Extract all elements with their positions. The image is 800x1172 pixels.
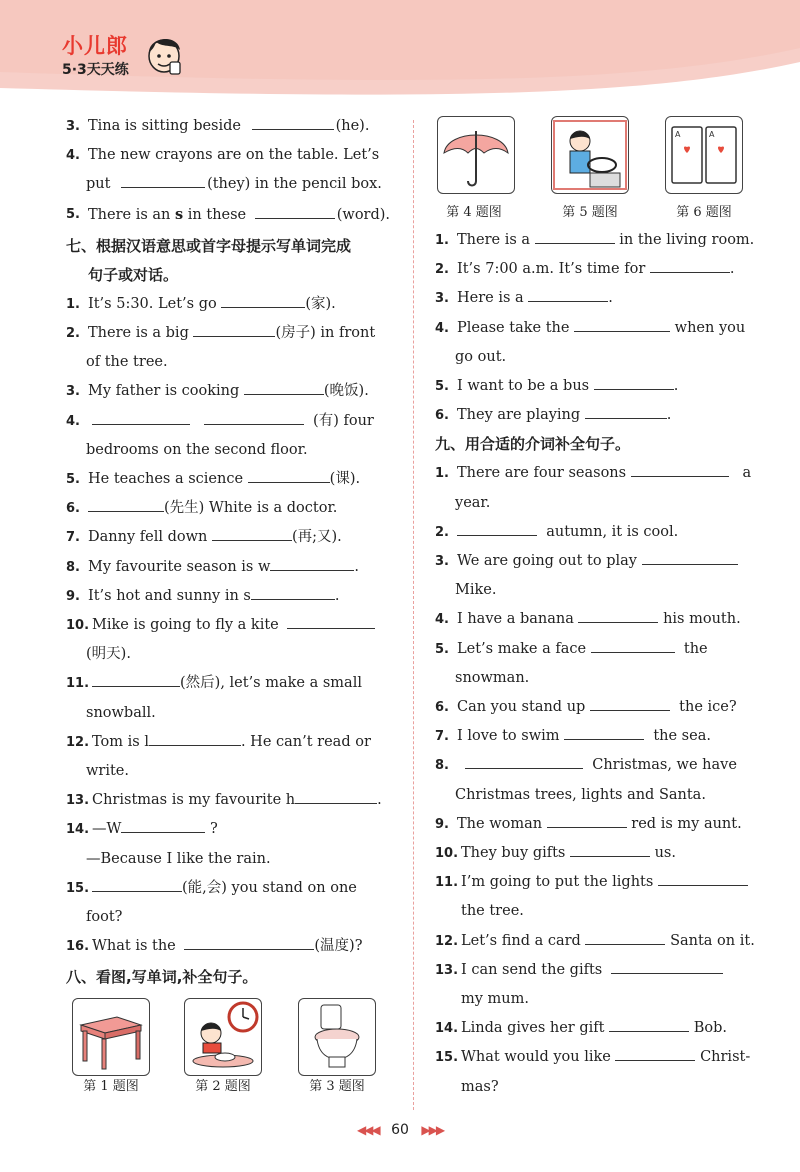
answer-blank[interactable] [528, 285, 608, 302]
question-5: 5. There is an s in these (word). [66, 200, 392, 230]
s7-question-7: 7. Danny fell down (再;又). [66, 523, 392, 552]
answer-blank[interactable] [92, 875, 182, 892]
s9-question-3-continuation: Mike. [455, 582, 497, 599]
boy-eating-breakfast-icon [185, 999, 261, 1075]
answer-blank[interactable] [570, 840, 650, 857]
answer-blank[interactable] [221, 291, 305, 308]
picture-2 [184, 998, 262, 1076]
s9-question-8: 8. Christmas, we have [435, 751, 759, 780]
section-9-title: 九、用合适的介词补全句子。 [435, 435, 631, 454]
table-icon [73, 999, 149, 1075]
answer-blank[interactable] [594, 373, 674, 390]
answer-blank[interactable] [591, 636, 675, 653]
s8-question-6: 6. They are playing . [435, 401, 759, 430]
question-4: 4. The new crayons are on the table. Let’s [66, 147, 380, 164]
s8-question-4: 4. Please take the when you [435, 314, 759, 343]
s7-question-11: 11. (然后), let’s make a small [66, 669, 392, 698]
logo-title: 小儿郎 [62, 34, 128, 58]
s9-question-10: 10. They buy gifts us. [435, 839, 759, 868]
answer-blank[interactable] [574, 315, 670, 332]
answer-blank[interactable] [184, 933, 314, 950]
next-arrows-icon: ▶▶▶ [421, 1123, 444, 1137]
s7-question-12: 12. Tom is l . He can’t read or [66, 728, 392, 757]
s7-question-15: 15. (能,会) you stand on one [66, 874, 392, 903]
answer-blank[interactable] [650, 256, 730, 273]
picture-4 [437, 116, 515, 194]
bus-driver-icon [552, 117, 628, 193]
mascot-boy-icon [144, 32, 186, 82]
s9-question-14: 14. Linda gives her gift Bob. [435, 1014, 759, 1043]
s7-question-15-continuation: foot? [86, 909, 123, 926]
section-7-title: 七、根据汉语意思或首字母提示写单词完成 [66, 236, 352, 255]
s9-question-8-continuation: Christmas trees, lights and Santa. [455, 786, 706, 803]
question-4-continuation: put (they) in the pencil box. [66, 170, 392, 199]
picture-3-caption: 第 3 题图 [309, 1079, 365, 1095]
answer-blank[interactable] [585, 928, 665, 945]
picture-6-caption: 第 6 题图 [676, 205, 732, 220]
picture-4-caption: 第 4 题图 [446, 205, 502, 220]
answer-blank[interactable] [295, 787, 377, 804]
s8-question-5: 5. I want to be a bus . [435, 372, 759, 401]
s7-question-4-continuation: bedrooms on the second floor. [86, 441, 308, 458]
picture-6 [665, 116, 743, 194]
s9-question-13: 13. I can send the gifts [435, 956, 759, 985]
s7-question-14: 14. —W ? [66, 815, 392, 844]
answer-blank[interactable] [631, 460, 729, 477]
s9-question-2: 2. autumn, it is cool. [435, 518, 759, 547]
picture-5-caption: 第 5 题图 [562, 205, 618, 220]
answer-blank[interactable] [287, 612, 375, 629]
answer-blank[interactable] [535, 227, 615, 244]
picture-1 [72, 998, 150, 1076]
s9-question-11-continuation: the tree. [461, 903, 524, 920]
s9-question-1-continuation: year. [455, 494, 491, 511]
answer-blank[interactable] [255, 202, 335, 219]
answer-blank[interactable] [252, 113, 334, 130]
s7-question-4: 4. (有) four [66, 407, 392, 436]
s9-question-7: 7. I love to swim the sea. [435, 722, 759, 751]
answer-blank[interactable] [611, 957, 723, 974]
s9-question-9: 9. The woman red is my aunt. [435, 810, 759, 839]
s9-question-15-continuation: mas? [461, 1078, 499, 1095]
s9-question-15: 15. What would you like Christ- [435, 1043, 759, 1072]
toilet-icon [299, 999, 375, 1075]
answer-blank[interactable] [121, 816, 205, 833]
s9-question-1: 1. There are four seasons a [435, 459, 759, 488]
picture-1-caption: 第 1 题图 [83, 1079, 139, 1095]
s8-question-4-continuation: go out. [455, 348, 507, 365]
s9-question-6: 6. Can you stand up the ice? [435, 693, 759, 722]
s9-question-4: 4. I have a banana his mouth. [435, 605, 759, 634]
answer-blank[interactable] [92, 408, 190, 425]
page-footer [0, 1122, 800, 1138]
s7-question-6: 6. (先生) White is a doctor. [66, 494, 392, 523]
s8-question-3: 3. Here is a . [435, 284, 759, 313]
answer-blank[interactable] [609, 1015, 689, 1032]
answer-blank[interactable] [244, 378, 324, 395]
answer-blank[interactable] [658, 869, 748, 886]
s9-question-11: 11. I’m going to put the lights [435, 868, 759, 897]
s9-question-5: 5. Let’s make a face the [435, 635, 759, 664]
s7-question-13: 13. Christmas is my favourite h . [66, 786, 392, 815]
logo [58, 28, 198, 88]
s7-question-10: 10. Mike is going to fly a kite [66, 611, 392, 640]
s7-question-1: 1. It’s 5:30. Let’s go (家). [66, 290, 392, 319]
answer-blank[interactable] [204, 408, 304, 425]
question-3: 3. Tina is sitting beside (he). [66, 112, 392, 141]
s7-question-9: 9. It’s hot and sunny in s . [66, 582, 392, 611]
column-divider [413, 120, 414, 1110]
left-column [66, 112, 392, 1095]
answer-blank[interactable] [88, 495, 164, 512]
answer-blank[interactable] [465, 752, 583, 769]
answer-blank[interactable] [642, 548, 738, 565]
answer-blank[interactable] [585, 402, 667, 419]
s7-question-16: 16. What is the (温度)? [66, 932, 392, 961]
page-number: 60 [391, 1122, 409, 1138]
answer-blank[interactable] [121, 171, 205, 188]
s7-question-8: 8. My favourite season is w . [66, 553, 392, 582]
s7-question-2-continuation: of the tree. [86, 354, 168, 371]
answer-blank[interactable] [270, 554, 354, 571]
answer-blank[interactable] [212, 524, 292, 541]
s7-question-5: 5. He teaches a science (课). [66, 465, 392, 494]
section-8-title: 八、看图,写单词,补全句子。 [66, 968, 258, 987]
s7-question-11-continuation: snowball. [86, 704, 156, 721]
svg-text:A: A [675, 130, 681, 139]
answer-blank[interactable] [578, 606, 658, 623]
answer-blank[interactable] [457, 519, 537, 536]
answer-blank[interactable] [590, 694, 670, 711]
answer-blank[interactable] [251, 583, 335, 600]
answer-blank[interactable] [564, 723, 644, 740]
s9-question-13-continuation: my mum. [461, 991, 529, 1008]
answer-blank[interactable] [547, 811, 627, 828]
svg-text:A: A [709, 130, 715, 139]
picture-2-caption: 第 2 题图 [195, 1079, 251, 1095]
logo-subtitle: 5·3天天练 [62, 62, 129, 78]
prev-arrows-icon: ◀◀◀ [356, 1123, 379, 1137]
right-column [435, 116, 759, 1102]
section-8-pictures-left [66, 998, 392, 1095]
umbrella-icon [438, 117, 514, 193]
playing-cards-icon [666, 117, 742, 193]
s9-question-3: 3. We are going out to play [435, 547, 759, 576]
answer-blank[interactable] [149, 729, 241, 746]
section-7-title-line2: 句子或对话。 [88, 265, 179, 284]
picture-5 [551, 116, 629, 194]
answer-blank[interactable] [248, 466, 330, 483]
answer-blank[interactable] [615, 1044, 695, 1061]
picture-3 [298, 998, 376, 1076]
section-8-pictures-right [435, 116, 759, 226]
s9-question-5-continuation: snowman. [455, 669, 530, 686]
s7-question-12-continuation: write. [86, 763, 129, 780]
s7-question-14-continuation: —Because I like the rain. [86, 850, 271, 867]
s7-question-10-continuation: (明天). [86, 646, 131, 663]
answer-blank[interactable] [92, 670, 180, 687]
s7-question-2: 2. There is a big (房子) in front [66, 319, 392, 348]
s8-question-2: 2. It’s 7:00 a.m. It’s time for . [435, 255, 759, 284]
s8-question-1: 1. There is a in the living room. [435, 226, 759, 255]
s7-question-3: 3. My father is cooking (晚饭). [66, 377, 392, 406]
s9-question-12: 12. Let’s find a card Santa on it. [435, 927, 759, 956]
answer-blank[interactable] [193, 320, 275, 337]
